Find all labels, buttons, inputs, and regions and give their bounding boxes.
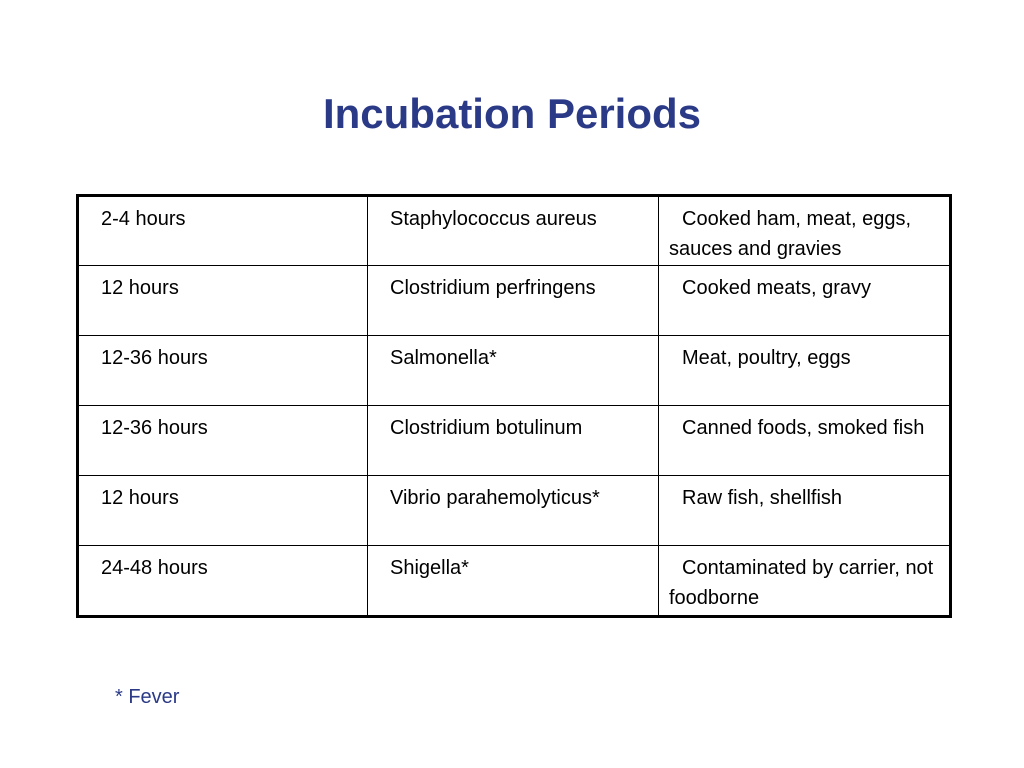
incubation-time-cell: 12 hours [78,476,368,546]
food-source-cell: Contaminated by carrier, not foodborne [659,546,951,617]
table-row [78,336,951,406]
organism-cell: Clostridium botulinum [368,406,659,476]
food-source-cell: Cooked meats, gravy [659,266,951,336]
table-row [78,266,951,336]
fever-footnote: * Fever [115,686,180,708]
table-row [78,196,951,266]
incubation-time-cell: 12-36 hours [78,336,368,406]
incubation-time-cell: 12 hours [78,266,368,336]
food-source-cell: Meat, poultry, eggs [659,336,951,406]
table-row [78,546,951,617]
incubation-time-cell: 12-36 hours [78,406,368,476]
organism-cell: Salmonella* [368,336,659,406]
incubation-table [76,194,952,618]
food-source-cell: Cooked ham, meat, eggs, sauces and gravies [659,196,951,266]
incubation-time-cell: 2-4 hours [78,196,368,266]
food-source-cell: Canned foods, smoked fish [659,406,951,476]
slide-title: Incubation Periods [322,90,702,137]
organism-cell: Vibrio parahemolyticus* [368,476,659,546]
table-row [78,406,951,476]
table-row [78,476,951,546]
incubation-time-cell: 24-48 hours [78,546,368,617]
organism-cell: Clostridium perfringens [368,266,659,336]
organism-cell: Staphylococcus aureus [368,196,659,266]
food-source-cell: Raw fish, shellfish [659,476,951,546]
organism-cell: Shigella* [368,546,659,617]
